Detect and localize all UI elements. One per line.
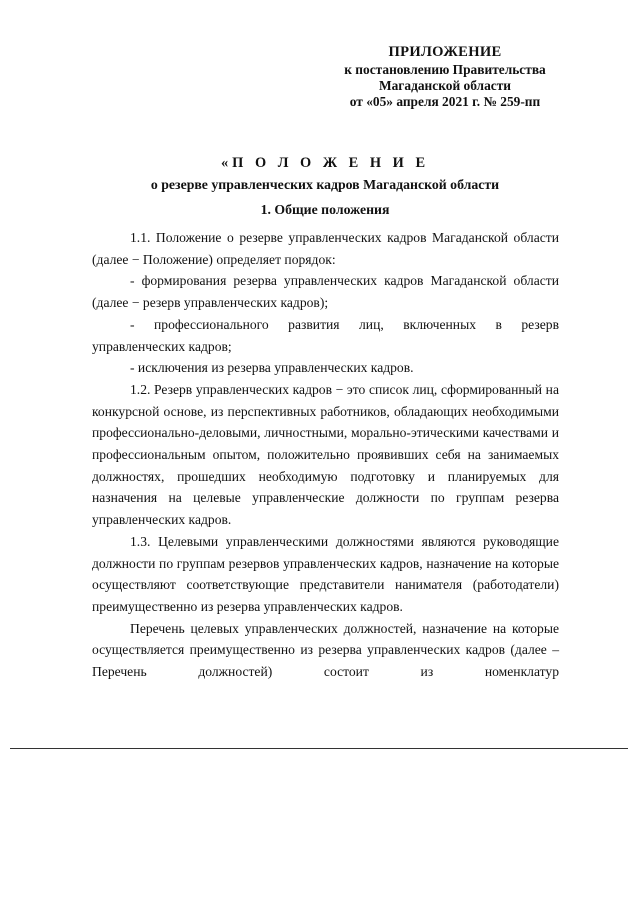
list-item-forming: - формирования резерва управленческих кадров Магаданской области (далее − резерв управленческих кадров); [92,273,559,311]
document-title-block [90,153,560,195]
document-title: «П О Л О Ж Е Н И Е [220,155,430,171]
list-item-exclusion: - исключения из резерва управленческих кадров. [130,360,414,376]
document-subtitle: о резерве управленческих кадров Магаданской области [150,177,500,192]
appendix-line-3: от «05» апреля 2021 г. № 259-пп [349,94,541,109]
paragraph-positions-list: Перечень целевых управленческих должностей, назначение на которые осуществляется преимущественно из резерва управленческих кадров (далее – Перечень должностей) состоит из номенклатур [92,620,559,680]
paragraph-1-3: 1.3. Целевыми управленческими должностями являются руководящие должности по группам резервов управленческих кадров, назначение на которые осуществляют соответствующие представители нанимателя (работодатели) преимущественно из резерва управленческих кадров. [92,533,559,614]
appendix-header [300,44,590,110]
appendix-line-2: Магаданской области [378,78,512,93]
paragraph-1-2: 1.2. Резерв управленческих кадров − это список лиц, сформированный на конкурсной основе, из перспективных работников, обладающих необходимыми профессионально-деловыми, личностными, морально-этическими качествами и профессиональным опытом, положительно проявивших себя на занимаемых должностях, прошедших необходимую подготовку и планируемых для назначения на целевые управленческие должности по группам резерва управленческих кадров. [92,381,559,528]
list-item-development: - профессионального развития лиц, включенных в резерв управленческих кадров; [92,316,559,354]
appendix-line-1: к постановлению Правительства [344,62,546,77]
page-bottom-divider [10,748,628,749]
document-body [92,227,559,683]
paragraph-1-1: 1.1. Положение о резерве управленческих кадров Магаданской области (далее − Положение) определяет порядок: [92,230,559,267]
appendix-title: ПРИЛОЖЕНИЕ [388,44,502,60]
section-title: 1. Общие положения [260,202,390,217]
